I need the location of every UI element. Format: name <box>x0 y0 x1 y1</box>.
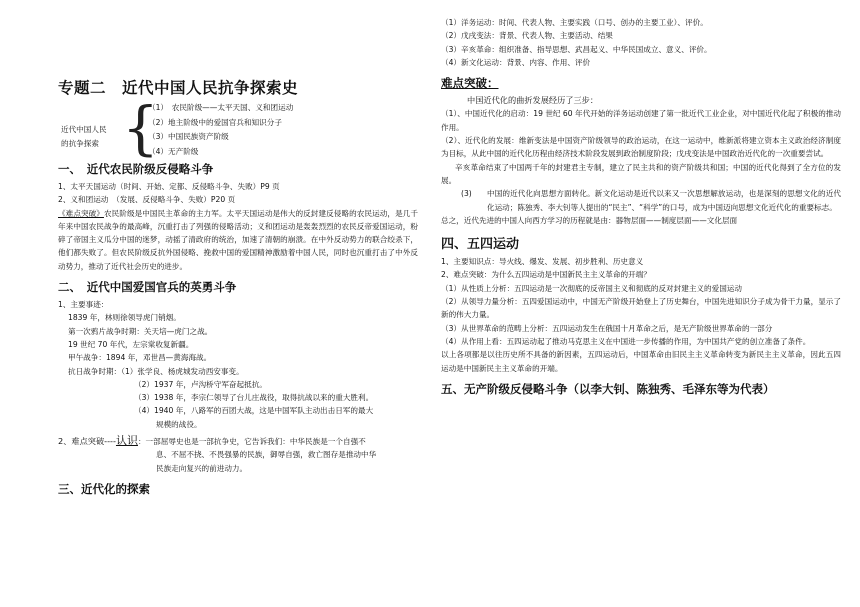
left-column <box>58 76 418 500</box>
key-point-line: 息、不屈不挠、不畏强暴的民族，御辱自强，救亡图存是推动中华 <box>156 450 377 460</box>
text-line: 2、难点突破：为什么五四运动是中国新民主主义革命的开端？ <box>441 270 651 280</box>
section-heading-5: 五、无产阶级反侵略斗争（以李大钊、陈独秀、毛泽东等为代表） <box>441 381 775 396</box>
difficulty-subheading: 中国近代化的曲折发展经历了三步： <box>467 95 599 106</box>
text-line: 2、义和团运动 （发展、反侵略斗争、失败）P20 页 <box>58 195 236 205</box>
section-heading-4: 四、五四运动 <box>441 237 520 253</box>
paragraph: （1）从性质上分析：五四运动是一次彻底的反帝国主义和彻底的反对封建主义的爱国运动 <box>441 283 742 293</box>
key-point-line <box>58 434 418 448</box>
section-heading-3: 三、近代化的探索 <box>58 481 150 496</box>
paragraph <box>441 187 841 214</box>
event-line: 甲午战争：1894 年，邓世昌—黄海海战。 <box>68 353 212 363</box>
paragraph-text: 农民阶级是中国民主革命的主力军。太平天国运动是伟大的反封建反侵略的农民运动，是几千年来中国农民战争的最高峰，沉重打击了列强的侵略活动；义和团运动是轰轰烈烈的农民反帝爱国运动，粉碎了帝国主义瓜分中国的迷梦，动摇了清政府的统治，加速了清朝的崩溃。在中外反动势力的联合绞杀下，他们都失败了。但农民阶级反抗外国侵略、挽救中国的爱国精神激励着中国人民，同时也沉重打击了中外反动势力，推动了近代社会历史的进步。 <box>58 208 418 271</box>
paragraph: （4）从作用上看：五四运动起了推动马克思主义在中国进一步传播的作用，为中国共产党的创立准备了条件。 <box>441 336 811 346</box>
overview-item: （3）中国民族资产阶级 <box>148 132 229 141</box>
overview-label <box>61 123 123 151</box>
emphasis-label: 《难点突破》 <box>58 208 104 218</box>
event-line: 19 世纪 70 年代，左宗棠收复新疆。 <box>68 339 194 349</box>
paragraph: 辛亥革命结束了中国两千年的封建君主专制，建立了民主共和的资产阶级共和国；中国的近代化得到了全方位的发展。 <box>441 162 841 185</box>
overview-list <box>148 101 293 159</box>
text-line: 1、主要知识点：导火线、爆发、发展、初步胜利、历史意义 <box>441 257 644 267</box>
topic-item: （1）洋务运动：时间、代表人物、主要实践（口号、创办的主要工业）、评价。 <box>441 18 708 27</box>
curly-brace-icon: { <box>122 94 159 162</box>
right-column <box>441 16 841 400</box>
page-title: 专题二 近代中国人民抗争探索史 <box>58 79 299 97</box>
overview-label-line: 近代中国人民 <box>61 125 107 134</box>
paragraph <box>58 207 418 273</box>
paragraph-number: (3) <box>461 189 472 199</box>
war-item: （3）1938 年，李宗仁领导了台儿庄战役，取得抗战以来的重大胜利。 <box>134 393 374 403</box>
overview-item: （1） 农民阶级——太平天国、义和团运动 <box>148 103 294 112</box>
overview-item: （2）地主阶级中的爱国官兵和知识分子 <box>148 117 282 127</box>
event-line: 第一次鸦片战争时期：关天培—虎门之战。 <box>68 326 213 336</box>
war-item: 规模的战役。 <box>156 419 202 429</box>
key-point-text: ：一部屈辱史也是一部抗争史，它告诉我们：中华民族是一个自强不 <box>137 437 366 447</box>
text-line: 1、主要事迹： <box>58 300 109 310</box>
topic-item: （2）戊戌变法：背景、代表人物、主要活动、结果 <box>441 31 613 41</box>
difficulty-heading: 难点突破： <box>441 76 499 91</box>
key-point-line: 民族走向复兴的前进动力。 <box>156 463 248 473</box>
paragraph: 以上各项都是以往历史所不具备的新因素，五四运动后，中国革命由旧民主主义革命转变为新民主主义革命，因此五四运动是中国新民主主义革命的开端。 <box>441 350 841 373</box>
paragraph: （3）从世界革命的范畴上分析：五四运动发生在俄国十月革命之后，是无产阶级世界革命的一部分 <box>441 323 773 333</box>
topic-item: （3）辛亥革命：组织准备、指导思想、武昌起义、中华民国成立、意义、评价。 <box>441 44 712 54</box>
event-line: 抗日战争时期：（1）张学良、杨虎城发动西安事变。 <box>68 366 244 376</box>
overview-block <box>58 94 418 162</box>
war-item: （2）1937 年，卢沟桥守军奋起抵抗。 <box>134 379 267 389</box>
paragraph: （1）、中国近代化的启动：19 世纪 60 年代开始的洋务运动创建了第一批近代工业企业，对中国近代化起了积极的推动作用。 <box>441 109 841 132</box>
overview-label-line: 的抗争探索 <box>61 139 99 148</box>
war-item: （4）1940 年，八路军的百团大战，这是中国军队主动出击日军的最大 <box>134 406 374 416</box>
text-line: 1、太平天国运动（时间、开始、定都、反侵略斗争、失败）P9 页 <box>58 182 280 191</box>
key-point-word: 认识 <box>115 434 138 448</box>
section-heading-2: 二、 近代中国爱国官兵的英勇斗争 <box>58 280 237 295</box>
paragraph: （2）、近代化的发展：维新变法是中国资产阶级领导的政治运动，在这一运动中，维新派将建立资本主义政治经济制度为目标，从此中国的近代化历程由经济技术阶段发展到政治制度阶段；戊戌变法是中国政治近代化的一次重要尝试。 <box>441 136 841 159</box>
paragraph: 总之，近代先进的中国人向西方学习的历程就是由：器物层面——制度层面——文化层面 <box>441 215 738 225</box>
topic-item: （4）新文化运动：背景、内容、作用、评价 <box>441 57 591 67</box>
event-line: 1839 年，林则徐领导虎门销烟。 <box>68 313 181 323</box>
section-heading-1: 一、 近代农民阶级反侵略斗争 <box>58 162 214 176</box>
paragraph-text: 中国的近代化向思想方面转化。新文化运动是近代以来又一次思想解放运动，也是深刻的思想文化的近代化运动；陈独秀、李大钊等人提出的“民主”、“科学”的口号，成为中国迈向思想文化近代化的重要标志。 <box>487 189 841 212</box>
overview-item: （4）无产阶级 <box>148 146 199 156</box>
paragraph: （2）从领导力量分析：五四爱国运动中，中国无产阶级开始登上了历史舞台，中国先进知识分子成为骨干力量，显示了新的伟大力量。 <box>441 297 841 320</box>
key-point-prefix: 2、难点突破---- <box>58 436 116 447</box>
